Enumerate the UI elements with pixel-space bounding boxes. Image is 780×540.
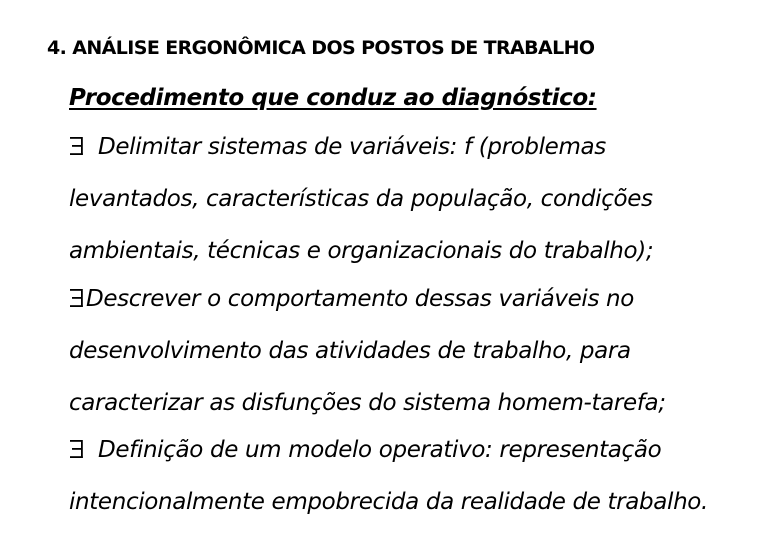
list-item-line: Definição de um modelo operativo: representação (69, 424, 774, 476)
list-item-line: levantados, características da população, condições (69, 186, 653, 212)
slide-subtitle: Procedimento que conduz ao diagnóstico: (69, 85, 597, 111)
list-item-line: ambientais, técnicas e organizacionais do trabalho); (69, 238, 654, 264)
list-item-line: desenvolvimento das atividades de trabalho, para (69, 338, 631, 364)
list-item-line: intencionalmente empobrecida da realidade de trabalho. (69, 489, 708, 515)
list-item-operative-model (69, 424, 774, 528)
list-item-line: Delimitar sistemas de variáveis: f (problemas (69, 121, 774, 173)
list-item-line: Descrever o comportamento dessas variáveis no (69, 273, 774, 325)
stacked-bars-bullet-icon (69, 286, 83, 310)
stacked-bars-bullet-icon (69, 134, 83, 158)
list-item-describe-behavior (69, 273, 774, 429)
list-item-delimit-variables (69, 121, 774, 277)
list-item-line: caracterizar as disfunções do sistema homem-tarefa; (69, 390, 666, 416)
stacked-bars-bullet-icon (69, 437, 83, 461)
slide-title: 4. ANÁLISE ERGONÔMICA DOS POSTOS DE TRABALHO (47, 37, 595, 59)
